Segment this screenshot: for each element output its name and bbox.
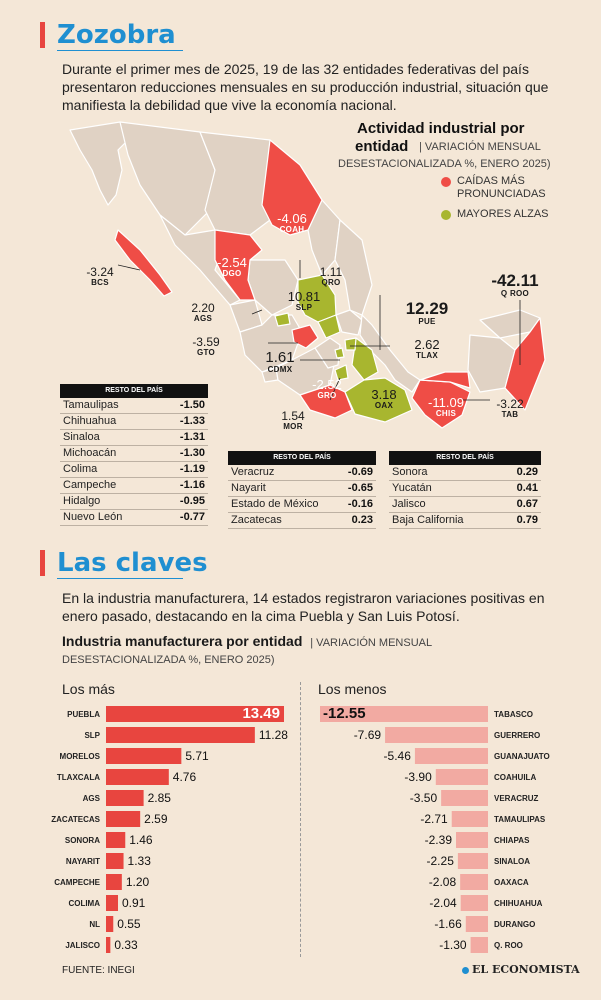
- row-name: Michoacán: [63, 447, 117, 459]
- data-label: 11.28: [258, 728, 288, 742]
- data-label: -3.90: [404, 770, 432, 784]
- map-subtitle-b: DESESTACIONALIZADA %, ENERO 2025): [338, 158, 551, 170]
- bar: [106, 727, 255, 743]
- map-subtitle-a: | VARIACIÓN MENSUAL: [419, 141, 541, 153]
- row-value: -0.77: [179, 511, 205, 523]
- category-label: MORELOS: [59, 752, 100, 761]
- category-label: TABASCO: [494, 710, 533, 719]
- category-label: TAMAULIPAS: [494, 815, 546, 824]
- row-value: -0.65: [347, 482, 373, 494]
- table-row: [389, 513, 541, 529]
- row-name: Estado de México: [231, 498, 319, 510]
- row-name: Jalisco: [392, 498, 426, 510]
- category-label: CHIHUAHUA: [494, 899, 543, 908]
- row-value: -1.33: [179, 415, 205, 427]
- accent-bar: [40, 550, 45, 576]
- legend-label-declines: CAÍDAS MÁS PRONUNCIADAS: [457, 175, 546, 200]
- data-label: 0.55: [117, 917, 141, 931]
- map-label-ags: 2.20 AGS: [191, 301, 215, 323]
- bar: [466, 916, 488, 932]
- table-row: [389, 481, 541, 497]
- category-label: COLIMA: [68, 899, 100, 908]
- data-label: -12.55: [323, 705, 366, 722]
- state-bcs: [115, 230, 172, 296]
- map-label-coah: -4.06 COAH: [277, 211, 307, 234]
- bar: [106, 937, 110, 953]
- state-tlax: [345, 338, 356, 350]
- category-label: JALISCO: [65, 941, 100, 950]
- row-name: Campeche: [63, 479, 117, 491]
- state-bc: [70, 122, 128, 205]
- row-name: Nuevo León: [63, 511, 123, 523]
- bar: [106, 748, 181, 764]
- row-value: -1.19: [179, 463, 205, 475]
- row-name: Chihuahua: [63, 415, 117, 427]
- row-value: -1.31: [179, 431, 205, 443]
- row-name: Sonora: [392, 466, 428, 478]
- right-heading: Los menos: [318, 681, 387, 697]
- data-label: -7.69: [353, 728, 382, 742]
- table-row: [60, 478, 208, 494]
- data-label: -3.50: [409, 791, 438, 805]
- bar: [106, 874, 122, 890]
- map-title-line1: Actividad industrial por: [357, 120, 525, 137]
- table-row: [60, 494, 208, 510]
- table-row: [60, 462, 208, 478]
- row-value: -1.16: [179, 479, 205, 491]
- legend-declines: [441, 175, 546, 201]
- map-title-line2: entidad: [355, 138, 409, 155]
- bar: [471, 937, 488, 953]
- map-label-bcs: -3.24 BCS: [86, 265, 114, 287]
- page-title: Zozobra: [57, 20, 176, 50]
- bar: [106, 895, 118, 911]
- row-value: -1.30: [179, 447, 205, 459]
- category-label: AGS: [82, 794, 100, 803]
- row-value: 0.79: [516, 514, 538, 526]
- category-label: GUERRERO: [494, 731, 541, 740]
- map-label-tlax: 2.62 TLAX: [414, 337, 440, 360]
- state-ags: [275, 313, 290, 326]
- map-label-pue: 12.29 PUE: [405, 299, 449, 326]
- state-cdmx: [335, 348, 344, 358]
- map-label-chis: -11.09 CHIS: [428, 395, 464, 418]
- state-son: [120, 122, 215, 235]
- bar: [460, 874, 488, 890]
- table-row: [228, 497, 376, 513]
- section-title: Las claves: [57, 548, 208, 578]
- rest-table-3: [389, 451, 541, 529]
- row-name: Colima: [63, 463, 98, 475]
- bar: [106, 853, 124, 869]
- data-label: -2.71: [420, 812, 448, 826]
- row-name: Sinaloa: [63, 431, 100, 443]
- rest-table-header: RESTO DEL PAÍS: [389, 451, 541, 465]
- left-heading: Los más: [62, 681, 115, 697]
- chart-subtitle-b: DESESTACIONALIZADA %, ENERO 2025): [62, 654, 275, 666]
- row-name: Veracruz: [231, 466, 275, 478]
- data-label: -5.46: [383, 749, 411, 763]
- legend-label-increases: MAYORES ALZAS: [457, 208, 549, 220]
- map-label-gto: -3.59 GTO: [192, 335, 220, 357]
- table-row: [389, 497, 541, 513]
- category-label: GUANAJUATO: [494, 752, 550, 761]
- data-label: 0.91: [122, 896, 146, 910]
- map-label-dgo: -2.54 DGO: [217, 255, 247, 278]
- map-label-oax: 3.18 OAX: [371, 387, 397, 410]
- map-label-qro: 1.11 QRO: [319, 265, 343, 287]
- section-title-zozobra: [40, 20, 176, 50]
- row-value: 0.23: [351, 514, 373, 526]
- category-label: SONORA: [64, 836, 100, 845]
- category-label: SINALOA: [494, 857, 530, 866]
- chart-subtitle-a: | VARIACIÓN MENSUAL: [310, 637, 433, 649]
- data-label: 13.49: [242, 705, 280, 722]
- rest-table-2: [228, 451, 376, 529]
- category-label: COAHUILA: [494, 773, 537, 782]
- data-label: -2.25: [426, 854, 454, 868]
- bar: [452, 811, 488, 827]
- map-label-tab: -3.22 TAB: [496, 397, 524, 419]
- row-name: Yucatán: [392, 482, 432, 494]
- category-label: CHIAPAS: [494, 836, 530, 845]
- bar: [106, 832, 125, 848]
- row-name: Tamaulipas: [63, 399, 119, 411]
- title-underline: [57, 50, 183, 51]
- table-row: [60, 398, 208, 414]
- row-value: -0.16: [347, 498, 373, 510]
- row-name: Baja California: [392, 514, 464, 526]
- bar: [436, 769, 488, 785]
- data-label: 5.71: [185, 749, 209, 763]
- data-label: 2.85: [147, 791, 171, 805]
- bar: [385, 727, 488, 743]
- table-row: [60, 414, 208, 430]
- map-label-slp: 10.81 SLP: [287, 289, 321, 312]
- category-label: DURANGO: [494, 920, 536, 929]
- row-value: 0.41: [516, 482, 538, 494]
- data-label: 4.76: [172, 770, 197, 784]
- table-row: [228, 481, 376, 497]
- section-title-claves: [40, 548, 208, 578]
- legend-increases: [441, 208, 549, 221]
- legend-dot-increases: [441, 210, 451, 220]
- bar: [458, 853, 488, 869]
- data-label: 1.46: [129, 833, 153, 847]
- data-label: 1.20: [125, 875, 150, 889]
- table-row: [60, 430, 208, 446]
- table-row: [60, 446, 208, 462]
- map-label-gro: -2.52 GRO: [312, 377, 342, 400]
- bar: [456, 832, 488, 848]
- row-value: 0.29: [516, 466, 538, 478]
- rest-table-1: [60, 384, 208, 526]
- table-row: [228, 513, 376, 529]
- bar: [461, 895, 488, 911]
- category-label: PUEBLA: [67, 710, 100, 719]
- data-label: 1.33: [127, 854, 151, 868]
- bar: [415, 748, 488, 764]
- table-row: [389, 465, 541, 481]
- data-label: -1.30: [439, 938, 467, 952]
- category-label: TLAXCALA: [56, 773, 100, 782]
- category-label: NAYARIT: [65, 857, 100, 866]
- table-row: [60, 510, 208, 526]
- legend-dot-declines: [441, 177, 451, 187]
- chart-title: Industria manufacturera por entidad | VARIACIÓN MENSUAL: [62, 633, 433, 649]
- intro-text: Durante el primer mes de 2025, 19 de las 32 entidades federativas del país presentaron reducciones mensuales en su producción industrial, situación que manifiesta la debilidad que vive la economía nacional.: [62, 61, 549, 113]
- row-name: Zacatecas: [231, 514, 282, 526]
- source-note: FUENTE: INEGI: [62, 965, 135, 976]
- category-label: ZACATECAS: [51, 815, 100, 824]
- bar: [106, 769, 169, 785]
- row-value: -0.69: [347, 466, 373, 478]
- data-label: -2.08: [428, 875, 457, 889]
- brand-logo: EL ECONOMISTA: [462, 963, 580, 976]
- data-label: 2.59: [144, 812, 168, 826]
- map-label-qroo: -42.11 Q ROO: [491, 271, 539, 298]
- data-label: 0.33: [114, 938, 138, 952]
- map-label-cdmx: 1.61 CDMX: [265, 349, 295, 374]
- category-label: NL: [89, 920, 100, 929]
- data-label: -2.39: [424, 833, 453, 847]
- category-label: SLP: [84, 731, 100, 740]
- data-label: -1.66: [434, 917, 462, 931]
- category-label: OAXACA: [494, 878, 529, 887]
- row-value: 0.67: [516, 498, 538, 510]
- bar: [106, 916, 113, 932]
- category-label: Q. ROO: [494, 941, 523, 950]
- row-name: Nayarit: [231, 482, 266, 494]
- manufacturing-bar-charts: [0, 700, 601, 960]
- row-name: Hidalgo: [63, 495, 101, 507]
- rest-table-header: RESTO DEL PAÍS: [60, 384, 208, 398]
- bar: [441, 790, 488, 806]
- row-value: -0.95: [179, 495, 205, 507]
- data-label: -2.04: [429, 896, 457, 910]
- table-row: [228, 465, 376, 481]
- category-label: CAMPECHE: [54, 878, 100, 887]
- row-value: -1.50: [179, 399, 205, 411]
- claves-intro: En la industria manufacturera, 14 estados registraron variaciones positivas en enero pasado, destacando en la cima Puebla y San Luis Potosí.: [62, 590, 545, 624]
- bar: [106, 790, 144, 806]
- title-underline: [57, 578, 183, 579]
- rest-table-header: RESTO DEL PAÍS: [228, 451, 376, 465]
- accent-bar: [40, 22, 45, 48]
- category-label: VERACRUZ: [494, 794, 539, 803]
- bar: [106, 811, 140, 827]
- brand-icon: [462, 967, 469, 974]
- map-label-mor: 1.54 MOR: [281, 409, 305, 431]
